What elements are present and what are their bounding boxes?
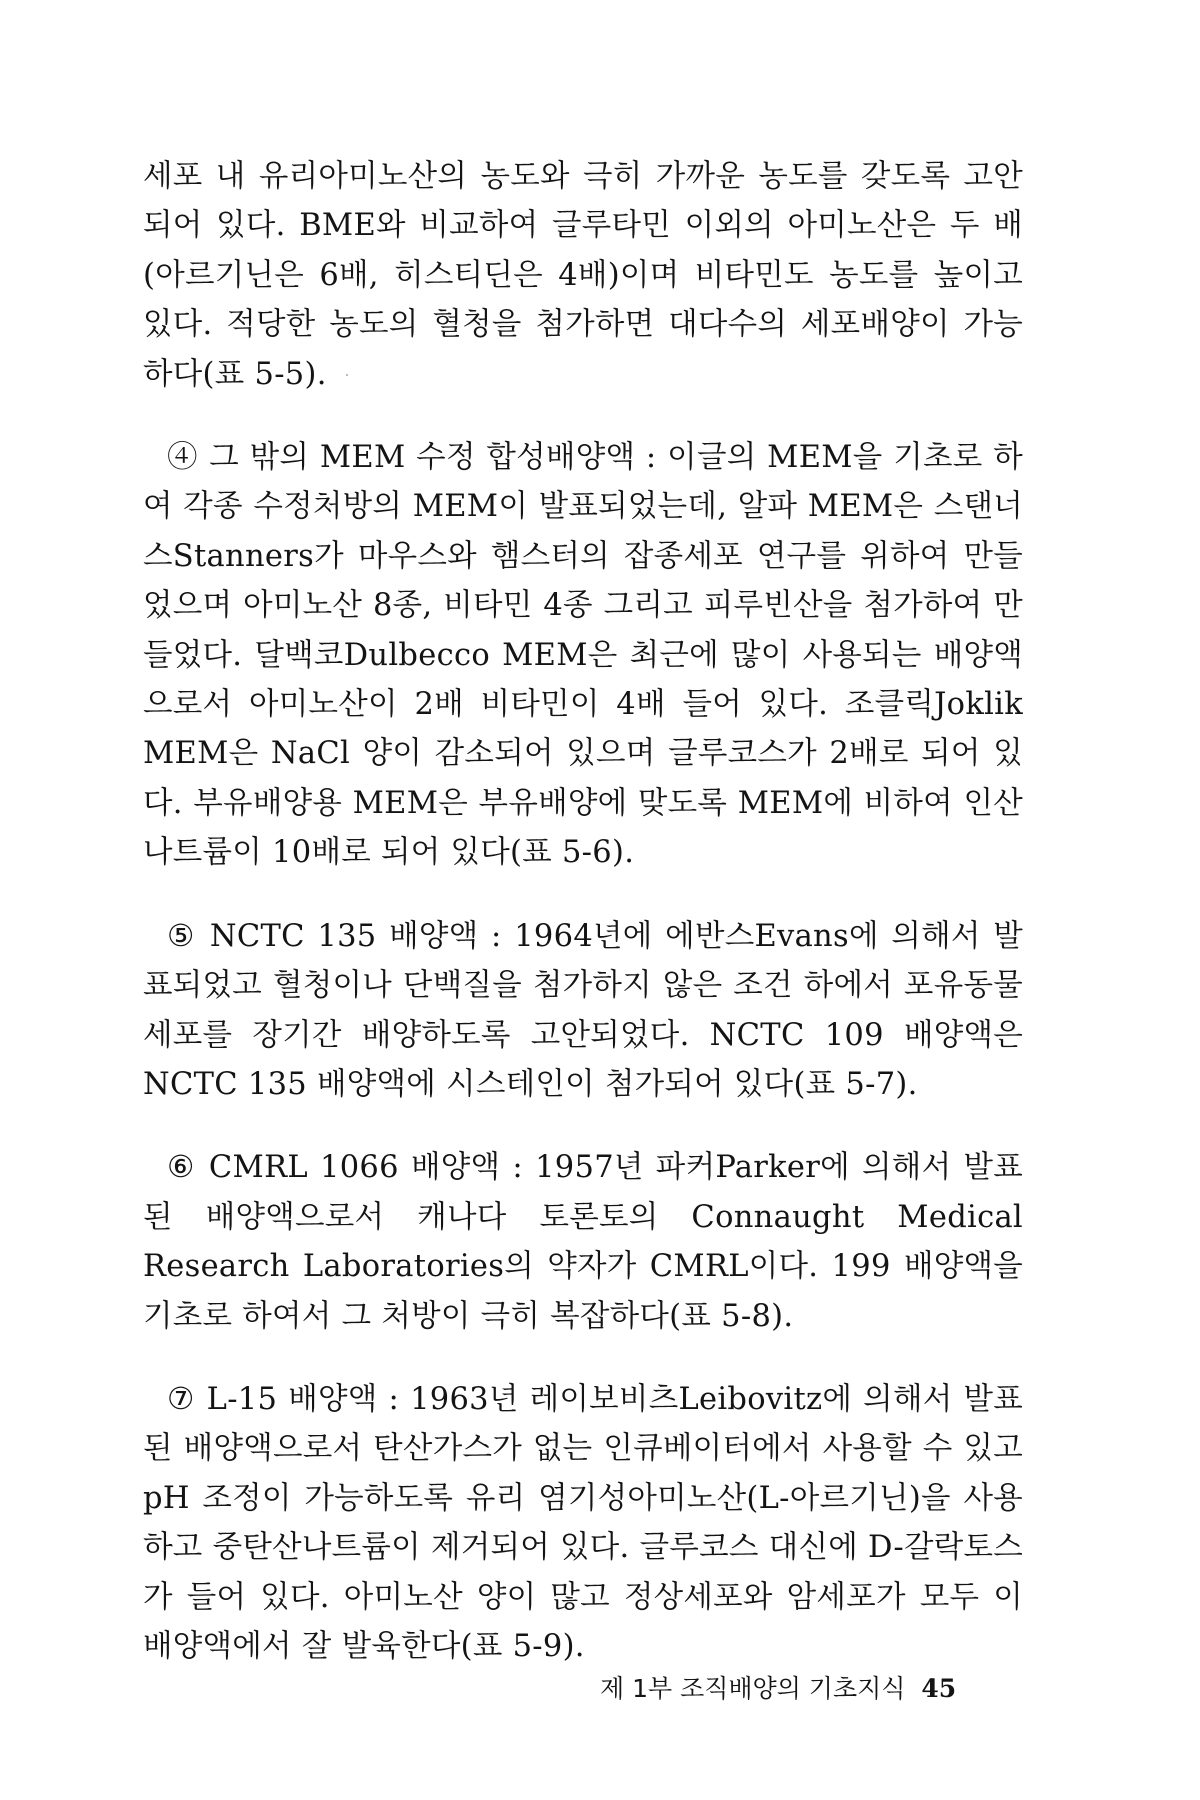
paragraph-spacer [143, 878, 1023, 912]
paragraph-nctc-135: ⑤ NCTC 135 배양액 : 1964년에 에반스Evans에 의해서 발표되었고 혈청이나 단백질을 첨가하지 않은 조건 하에서 포유동물 세포를 장기간 배양하도록 고안되었다. NCTC 109 배양액은 NCTC 135 배양액에 시스테인이 첨가되어 있다(표 5-7). [143, 918, 1023, 1102]
body-text [143, 152, 1023, 1671]
paragraph-cmrl-1066: ⑥ CMRL 1066 배양액 : 1957년 파커Parker에 의해서 발표된 배양액으로서 캐나다 토론토의 Connaught Medical Research Laboratories의 약자가 CMRL이다. 199 배양액을 기초로 하여서 그 처방이 극히 복잡하다(표 5-8). [143, 1150, 1023, 1334]
page-footer [600, 1671, 1000, 1707]
paragraph-spacer [143, 1341, 1023, 1375]
paragraph-l-15: ⑦ L-15 배양액 : 1963년 레이보비츠Leibovitz에 의해서 발표된 배양액으로서 탄산가스가 없는 인큐베이터에서 사용할 수 있고 pH 조정이 가능하도록 유리 염기성아미노산(L-아르기닌)을 사용하고 중탄산나트륨이 제거되어 있다. 글루코스 대신에 D-갈락토스가 들어 있다. 아미노산 양이 많고 정상세포와 암세포가 모두 이 배양액에서 잘 발육한다(표 5-9). [143, 1381, 1023, 1664]
paragraph-spacer [143, 399, 1023, 433]
page-number: 45 [921, 1674, 957, 1703]
paragraph-continuation: 세포 내 유리아미노산의 농도와 극히 가까운 농도를 갖도록 고안되어 있다. BME와 비교하여 글루타민 이외의 아미노산은 두 배(아르기닌은 6배, 히스티딘은 4배)이며 비타민도 농도를 높이고 있다. 적당한 농도의 혈청을 첨가하면 대다수의 세포배양이 가능하다(표 5-5). [143, 159, 1023, 392]
paragraph-mem-modified-media: ④ 그 밖의 MEM 수정 합성배양액 : 이글의 MEM을 기초로 하여 각종 수정처방의 MEM이 발표되었는데, 알파 MEM은 스탠너스Stanners가 마우스와 햄스터의 잡종세포 연구를 위하여 만들었으며 아미노산 8종, 비타민 4종 그리고 피루빈산을 첨가하여 만들었다. 달백코Dulbecco MEM은 최근에 많이 사용되는 배양액으로서 아미노산이 2배 비타민이 4배 들어 있다. 조클릭Joklik MEM은 NaCl 양이 감소되어 있으며 글루코스가 2배로 되어 있다. 부유배양용 MEM은 부유배양에 맞도록 MEM에 비하여 인산나트륨이 10배로 되어 있다(표 5-6). [143, 440, 1023, 871]
paragraph-spacer [143, 1109, 1023, 1143]
running-title: 제 1부 조직배양의 기초지식 [600, 1674, 906, 1703]
